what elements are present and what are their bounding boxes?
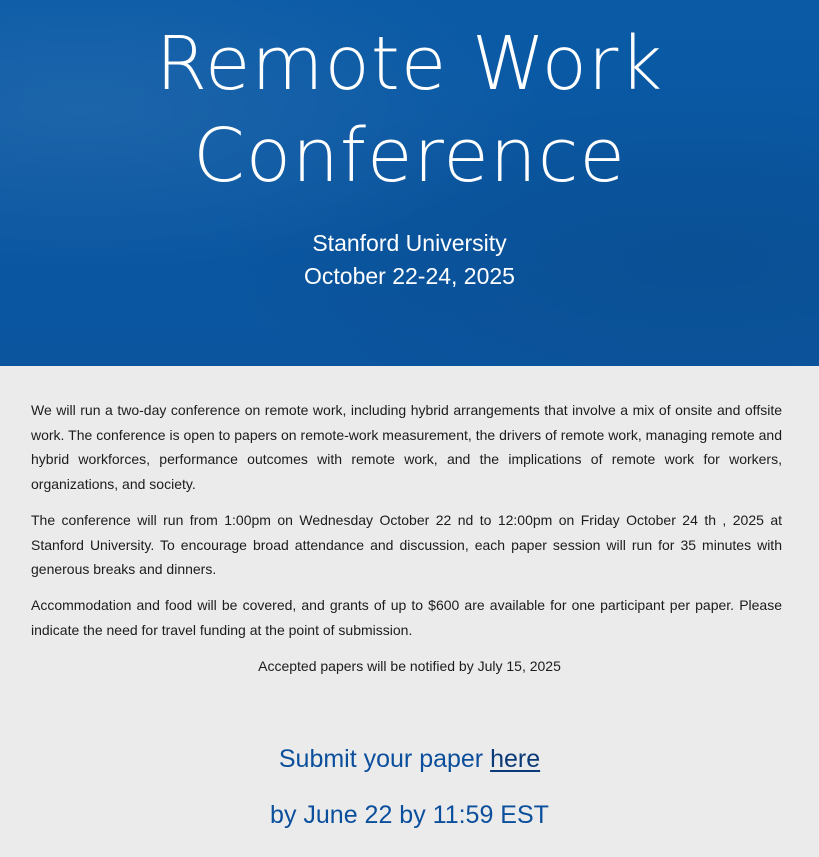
venue-text: Stanford University	[312, 230, 507, 256]
hero-subtitle	[0, 227, 819, 293]
schedule-paragraph: The conference will run from 1:00pm on Wednesday October 22 nd to 12:00pm on Friday October 24 th , 2025 at Stanford University. To encourage broad attendance and discussion, each paper session will run for 35 minutes with generous breaks and dinners.	[31, 512, 782, 577]
page-title-line-2: Conference	[193, 113, 626, 199]
funding-paragraph: Accommodation and food will be covered, and grants of up to $600 are available for one participant per paper. Please indicate the need for travel funding at the point of submission.	[31, 597, 782, 638]
hero-banner	[0, 0, 819, 366]
submit-line	[0, 741, 819, 777]
main-content	[0, 366, 819, 857]
submit-paper-link[interactable]: here	[490, 745, 541, 773]
description-paragraph: We will run a two-day conference on remote work, including hybrid arrangements that involve a mix of onsite and offsite work. The conference is open to papers on remote-work measurement, the drivers of remote work, managing remote and hybrid workforces, performance outcomes with remote work, and the implications of remote work for workers, organizations, and society.	[31, 402, 782, 492]
page-title-line-1: Remote Work	[155, 21, 664, 107]
submission-deadline: by June 22 by 11:59 EST	[270, 801, 549, 829]
notification-notice: Accepted papers will be notified by July 15, 2025	[258, 658, 561, 674]
dates-text: October 22-24, 2025	[304, 263, 515, 289]
submit-prefix-text: Submit your paper	[278, 745, 491, 773]
page-title	[0, 18, 819, 202]
